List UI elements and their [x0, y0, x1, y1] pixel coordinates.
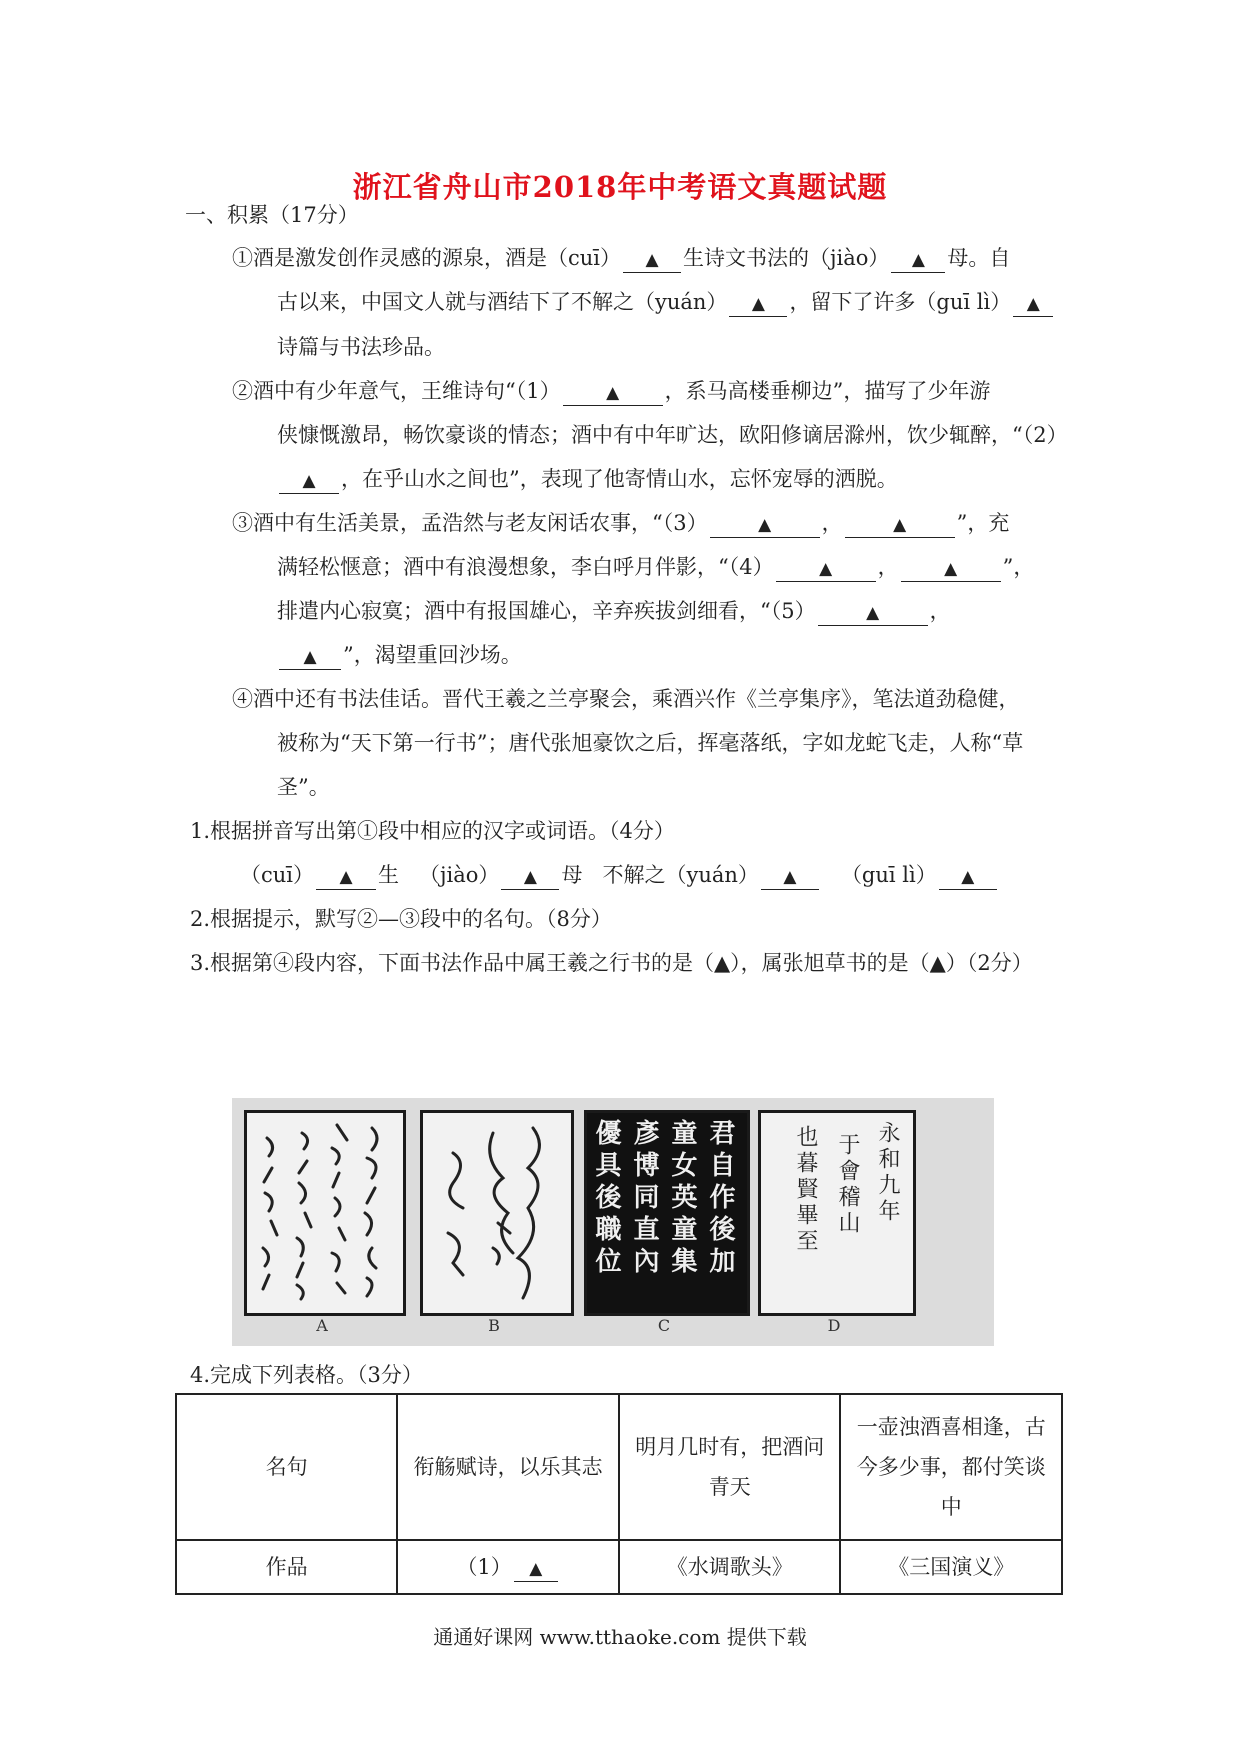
- page-title: 浙江省舟山市2018年中考语文真题试题: [352, 170, 888, 204]
- para1-line1: ①酒是激发创作灵感的源泉，酒是（cuī） ▲ 生诗文书法的（jiào） ▲ 母。自: [232, 243, 1010, 273]
- table-cell: 衔觞赋诗，以乐其志: [397, 1394, 619, 1540]
- table-row: [176, 1540, 1062, 1594]
- para3-line4: ▲ ”，渴望重回沙场。: [277, 640, 522, 670]
- para2-line2: 侠慷慨激昂，畅饮豪谈的情态；酒中有中年旷达，欧阳修谪居滁州，饮少辄醉，“（2）: [277, 423, 1068, 447]
- para1-line3: 诗篇与书法珍品。: [277, 335, 445, 359]
- calligraphy-sample-c[interactable]: 君自作後加 童女英童集 彥博同直內 優具後職位: [584, 1110, 750, 1316]
- para3-line3: 排遣内心寂寞；酒中有报国雄心，辛弃疾拔剑细看，“（5） ▲ ，: [277, 596, 951, 626]
- answer-blank[interactable]: ▲: [818, 599, 928, 626]
- answer-table: [175, 1393, 1063, 1595]
- question-1: 1.根据拼音写出第①段中相应的汉字或词语。（4分）: [190, 819, 675, 843]
- para4-line2: 被称为“天下第一行书”；唐代张旭豪饮之后，挥毫落纸，字如龙蛇飞走，人称“草: [277, 731, 1024, 755]
- answer-blank[interactable]: ▲: [623, 246, 681, 273]
- answer-blank[interactable]: ▲: [279, 467, 339, 494]
- image-label-d: D: [827, 1316, 841, 1335]
- answer-blank[interactable]: ▲: [891, 246, 945, 273]
- answer-blank[interactable]: ▲: [845, 511, 955, 538]
- answer-blank[interactable]: ▲: [501, 863, 559, 890]
- answer-blank[interactable]: ▲: [563, 379, 663, 406]
- table-cell: 明月几时有，把酒问青天: [619, 1394, 841, 1540]
- calligraphy-strokes-b: [423, 1113, 571, 1313]
- answer-blank[interactable]: ▲: [1013, 290, 1053, 317]
- table-cell: 《水调歌头》: [619, 1540, 841, 1594]
- answer-blank[interactable]: ▲: [776, 555, 876, 582]
- calligraphy-sample-b[interactable]: [420, 1110, 574, 1316]
- answer-blank[interactable]: ▲: [710, 511, 820, 538]
- section-heading: 一、积累（17分）: [185, 203, 359, 227]
- table-cell: 《三国演义》: [840, 1540, 1062, 1594]
- para2-line3: ▲ ，在乎山水之间也”，表现了他寄情山水，忘怀宠辱的洒脱。: [277, 464, 898, 494]
- calligraphy-images: [232, 1098, 994, 1346]
- table-row: [176, 1394, 1062, 1540]
- para2-line1: ②酒中有少年意气，王维诗句“（1） ▲ ，系马高楼垂柳边”，描写了少年游: [232, 376, 990, 406]
- answer-blank[interactable]: ▲: [514, 1555, 558, 1582]
- answer-blank[interactable]: ▲: [729, 290, 787, 317]
- image-label-a: A: [316, 1316, 328, 1335]
- answer-blank[interactable]: ▲: [316, 863, 376, 890]
- answer-blank[interactable]: ▲: [761, 863, 819, 890]
- calligraphy-strokes-a: [247, 1113, 403, 1313]
- para4-line3: 圣”。: [277, 775, 330, 799]
- image-label-c: C: [657, 1316, 671, 1335]
- table-cell: （1） ▲: [397, 1540, 619, 1594]
- image-label-b: B: [488, 1316, 500, 1335]
- answer-blank[interactable]: ▲: [279, 643, 341, 670]
- calligraphy-sample-d[interactable]: 永和九年 于會稽山 也暮賢畢至: [758, 1110, 916, 1316]
- question-4: 4.完成下列表格。（3分）: [190, 1363, 423, 1387]
- question-2: 2.根据提示，默写②—③段中的名句。（8分）: [190, 907, 612, 931]
- calligraphy-sample-a[interactable]: [244, 1110, 406, 1316]
- page-footer: 通通好课网 www.tthaoke.com 提供下载: [433, 1625, 807, 1649]
- answer-blank[interactable]: ▲: [901, 555, 1001, 582]
- table-cell: 作品: [176, 1540, 397, 1594]
- para4-line1: ④酒中还有书法佳话。晋代王羲之兰亭聚会，乘酒兴作《兰亭集序》，笔法道劲稳健，: [232, 687, 1020, 711]
- para3-line1: ③酒中有生活美景，孟浩然与老友闲话农事，“（3） ▲ ， ▲ ”，充: [232, 508, 1009, 538]
- table-cell: 名句: [176, 1394, 397, 1540]
- question-3: 3.根据第④段内容，下面书法作品中属王羲之行书的是（▲），属张旭草书的是（▲）（2分）: [190, 951, 1033, 975]
- question-1-answers: （cuī） ▲ 生 （jiào） ▲ 母 不解之（yuán） ▲ （guī lì） ▲: [240, 860, 999, 890]
- para3-line2: 满轻松惬意；酒中有浪漫想象，李白呼月伴影，“（4） ▲ ， ▲ ”，: [277, 552, 1034, 582]
- table-cell: 一壶浊酒喜相逢，古今多少事，都付笑谈中: [840, 1394, 1062, 1540]
- answer-blank[interactable]: ▲: [939, 863, 997, 890]
- para1-line2: 古以来，中国文人就与酒结下了不解之（yuán） ▲ ，留下了许多（guī lì） ▲: [277, 287, 1055, 317]
